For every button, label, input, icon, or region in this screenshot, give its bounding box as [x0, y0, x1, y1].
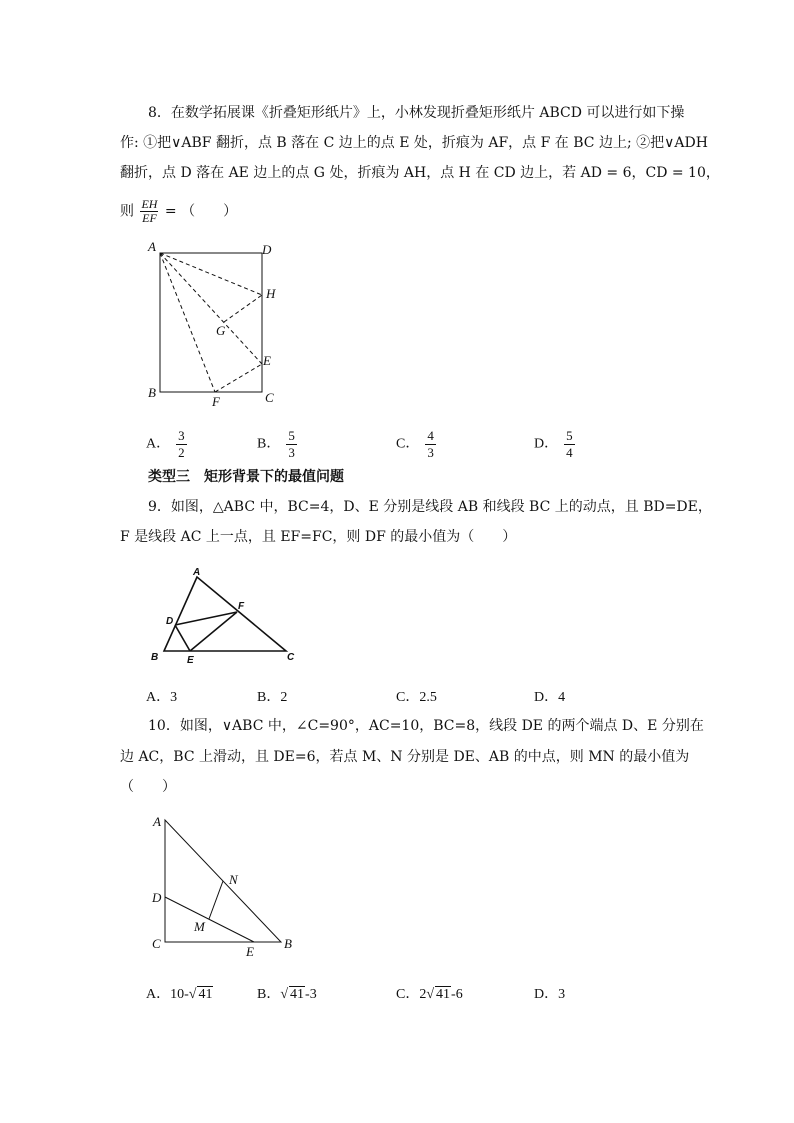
choice-num: 5 [566, 428, 573, 443]
label-m: M [194, 919, 205, 934]
label-e: E [246, 944, 254, 959]
label-d: D [152, 890, 162, 905]
segment-de [165, 897, 254, 942]
q9-choice-a[interactable]: A．3 [146, 690, 178, 705]
choice-den: 2 [178, 445, 185, 460]
choice-letter: C． [396, 987, 420, 1002]
label-n: N [229, 872, 238, 887]
choice-num: 4 [427, 428, 434, 443]
choice-radicand: 41 [198, 987, 213, 1002]
label-g: G [216, 323, 226, 338]
q8-text-line1: 8．在数学拓展课《折叠矩形纸片》上，小林发现折叠矩形纸片 ABCD 可以进行如下操 [148, 105, 685, 121]
q9-text-line1: 9．如图，△ABC 中，BC=4，D、E 分别是线段 AB 和线段 BC 上的动点，且 BD=DE， [148, 499, 712, 515]
choice-letter: D． [534, 436, 559, 452]
q10-text-line1: 10．如图，∨ABC 中，∠C=90°，AC=10，BC=8，线段 DE 的两个端点 D、E 分别在 [148, 718, 704, 734]
label-a: A [148, 239, 156, 254]
choice-radicand: 41 [436, 987, 451, 1002]
choice-letter: B． [257, 987, 281, 1002]
q10-choice-c[interactable]: C．2√ 41-6 [396, 987, 463, 1002]
q9-choice-c[interactable]: C．2.5 [396, 690, 437, 705]
q10-choice-a[interactable]: A．10-√ 41 [146, 987, 213, 1002]
choice-num: 3 [178, 428, 185, 443]
label-e: E [187, 655, 194, 666]
label-b: B [148, 385, 156, 400]
choice-letter: C． [396, 436, 420, 452]
q9-choice-b[interactable]: B．2 [257, 690, 288, 705]
q10-text-line3: （ ） [120, 779, 176, 795]
label-a: A [153, 814, 161, 829]
q8-answer-blank: = （ ） [164, 203, 238, 220]
q8-ratio-numerator: EH [141, 197, 158, 211]
choice-letter: B． [257, 436, 281, 452]
q10-choice-b[interactable]: B．√ 41-3 [257, 987, 317, 1002]
section-heading: 类型三 矩形背景下的最值问题 [148, 469, 344, 485]
choice-den: 3 [288, 445, 295, 460]
label-d: D [262, 242, 272, 257]
q8-ratio-denominator: EF [142, 211, 157, 225]
label-h: H [266, 286, 276, 301]
q8-text-line3: 翻折，点 D 落在 AE 边上的点 G 处，折痕为 AH，点 H 在 CD 边上，若 AD = 6，CD = 10， [120, 165, 720, 181]
choice-letter: A． [146, 987, 171, 1002]
choice-post: -3 [305, 987, 317, 1002]
choice-radicand: 41 [290, 987, 305, 1002]
choice-letter: A． [146, 436, 171, 452]
q9-choice-d[interactable]: D．4 [534, 690, 566, 705]
label-b: B [151, 652, 159, 663]
q10-text-line2: 边 AC，BC 上滑动，且 DE=6，若点 M、N 分别是 DE、AB 的中点，则 MN 的最小值为 [120, 749, 690, 765]
label-c: C [152, 936, 161, 951]
q10-choice-d[interactable] [534, 983, 565, 1003]
label-a: A [193, 567, 201, 578]
choice-num: 5 [288, 428, 295, 443]
label-e: E [263, 353, 271, 368]
label-c: C [287, 652, 295, 663]
choice-den: 4 [566, 445, 573, 460]
label-f: F [212, 394, 220, 409]
label-b: B [284, 936, 292, 951]
choice-pre: 2 [419, 987, 427, 1002]
choice-value: 3 [558, 987, 566, 1002]
label-d: D [166, 616, 174, 627]
label-f: F [238, 601, 245, 612]
q8-then-label: 则 [120, 203, 134, 220]
q9-text-line2: F 是线段 AC 上一点，且 EF=FC，则 DF 的最小值为（ ） [120, 529, 517, 545]
choice-den: 3 [427, 445, 434, 460]
choice-letter: D． [534, 987, 559, 1002]
q8-text-line2: 作: ①把∨ABF 翻折，点 B 落在 C 边上的点 E 处，折痕为 AF，点 F 在 BC 边上; ②把∨ADH [120, 135, 708, 151]
choice-pre: 10- [170, 987, 189, 1002]
segment-mn [209, 881, 223, 919]
label-c: C [265, 390, 274, 405]
choice-post: -6 [451, 987, 463, 1002]
